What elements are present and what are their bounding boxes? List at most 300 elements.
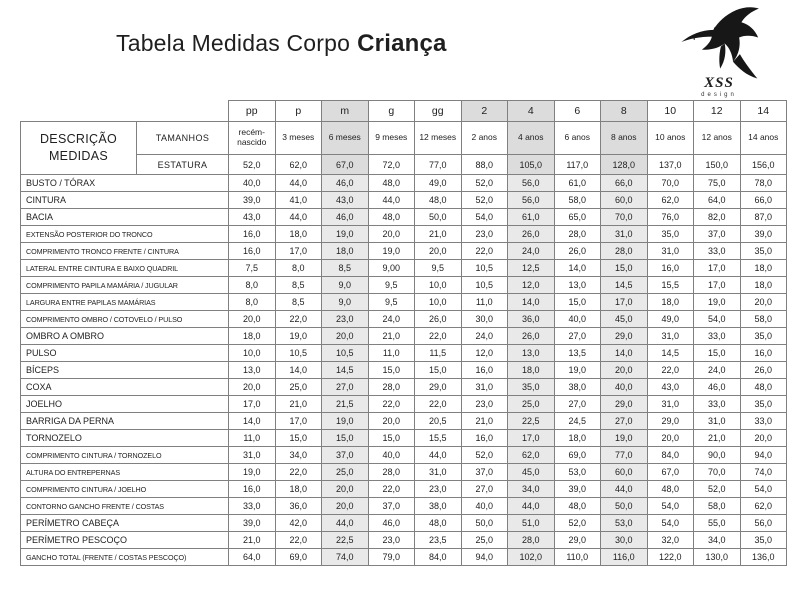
measurement-value-cell: 21,0 <box>694 430 741 447</box>
measurement-value-cell: 11,0 <box>461 294 508 311</box>
measurement-value-cell: 70,0 <box>647 175 694 192</box>
measurement-value-cell: 33,0 <box>740 413 787 430</box>
page-title-regular: Tabela Medidas Corpo <box>116 30 351 56</box>
measurement-value-cell: 12,5 <box>508 260 555 277</box>
measurement-value-cell: 9,0 <box>322 277 369 294</box>
measurement-value-cell: 122,0 <box>647 549 694 566</box>
measurement-value-cell: 13,0 <box>554 277 601 294</box>
measurement-row <box>21 311 787 328</box>
measurement-value-cell: 18,0 <box>275 481 322 498</box>
measurement-value-cell: 16,0 <box>229 243 276 260</box>
size-header-cell: 4 <box>508 101 555 122</box>
age-header-cell: 4 anos <box>508 122 555 155</box>
measurement-value-cell: 28,0 <box>508 532 555 549</box>
measurement-value-cell: 40,0 <box>461 498 508 515</box>
measurement-value-cell: 36,0 <box>275 498 322 515</box>
measurement-value-cell: 16,0 <box>229 481 276 498</box>
measurement-value-cell: 13,0 <box>229 362 276 379</box>
measurement-value-cell: 43,0 <box>647 379 694 396</box>
measurement-value-cell: 33,0 <box>694 328 741 345</box>
measurement-row <box>21 209 787 226</box>
measurement-value-cell: 8,0 <box>229 294 276 311</box>
tamanhos-label: TAMANHOS <box>137 122 229 155</box>
measurement-row <box>21 481 787 498</box>
measurement-value-cell: 38,0 <box>415 498 462 515</box>
age-header-cell: 12 meses <box>415 122 462 155</box>
measurement-row <box>21 447 787 464</box>
measurement-label: COMPRIMENTO TRONCO FRENTE / CINTURA <box>21 243 229 260</box>
measurement-value-cell: 48,0 <box>368 209 415 226</box>
measurement-value-cell: 29,0 <box>415 379 462 396</box>
measurement-value-cell: 15,0 <box>368 362 415 379</box>
measurement-value-cell: 50,0 <box>461 515 508 532</box>
measurement-value-cell: 9,5 <box>368 294 415 311</box>
size-header-cell: 12 <box>694 101 741 122</box>
measurement-value-cell: 16,0 <box>461 362 508 379</box>
measurement-value-cell: 28,0 <box>368 379 415 396</box>
measurement-value-cell: 23,0 <box>461 226 508 243</box>
measurement-value-cell: 16,0 <box>647 260 694 277</box>
measurement-value-cell: 21,0 <box>415 226 462 243</box>
measurement-value-cell: 53,0 <box>601 515 648 532</box>
measurement-value-cell: 64,0 <box>694 192 741 209</box>
measurement-value-cell: 20,0 <box>229 311 276 328</box>
measurement-value-cell: 37,0 <box>322 447 369 464</box>
measurement-value-cell: 94,0 <box>461 549 508 566</box>
measurement-value-cell: 54,0 <box>647 498 694 515</box>
measurement-value-cell: 11,0 <box>229 430 276 447</box>
measurement-value-cell: 28,0 <box>601 243 648 260</box>
age-header-cell: recém-nascido <box>229 122 276 155</box>
measurement-value-cell: 21,0 <box>461 413 508 430</box>
measurement-value-cell: 27,0 <box>554 396 601 413</box>
measurement-value-cell: 52,0 <box>461 447 508 464</box>
measurement-value-cell: 29,0 <box>647 413 694 430</box>
measurement-value-cell: 90,0 <box>694 447 741 464</box>
measurement-value-cell: 24,0 <box>694 362 741 379</box>
measurement-value-cell: 70,0 <box>694 464 741 481</box>
measurement-row <box>21 192 787 209</box>
measurement-value-cell: 46,0 <box>694 379 741 396</box>
measurement-value-cell: 8,5 <box>275 294 322 311</box>
measurement-value-cell: 46,0 <box>322 209 369 226</box>
measurement-value-cell: 8,5 <box>322 260 369 277</box>
measurement-value-cell: 19,0 <box>275 328 322 345</box>
measurement-value-cell: 39,0 <box>229 192 276 209</box>
measurement-value-cell: 15,0 <box>368 430 415 447</box>
measurement-value-cell: 23,0 <box>415 481 462 498</box>
measurement-value-cell: 55,0 <box>694 515 741 532</box>
estatura-value-cell: 128,0 <box>601 155 648 175</box>
measurement-value-cell: 17,0 <box>694 260 741 277</box>
measurement-value-cell: 48,0 <box>415 515 462 532</box>
measurement-value-cell: 19,0 <box>229 464 276 481</box>
measurement-value-cell: 54,0 <box>694 311 741 328</box>
measurement-value-cell: 25,0 <box>461 532 508 549</box>
measurement-label: GANCHO TOTAL (FRENTE / COSTAS PESCOÇO) <box>21 549 229 566</box>
measurement-value-cell: 10,5 <box>322 345 369 362</box>
measurement-value-cell: 17,0 <box>275 243 322 260</box>
measurement-value-cell: 21,5 <box>322 396 369 413</box>
measurement-value-cell: 9,00 <box>368 260 415 277</box>
measurement-value-cell: 56,0 <box>740 515 787 532</box>
measurement-value-cell: 49,0 <box>647 311 694 328</box>
measurement-value-cell: 11,0 <box>368 345 415 362</box>
measurement-value-cell: 34,0 <box>275 447 322 464</box>
measurement-value-cell: 69,0 <box>275 549 322 566</box>
measurement-label: COXA <box>21 379 229 396</box>
measurement-value-cell: 18,0 <box>740 277 787 294</box>
measurement-value-cell: 35,0 <box>740 243 787 260</box>
measurement-value-cell: 10,5 <box>461 260 508 277</box>
measurement-value-cell: 58,0 <box>740 311 787 328</box>
measurement-value-cell: 31,0 <box>461 379 508 396</box>
measurement-row <box>21 396 787 413</box>
measurement-value-cell: 74,0 <box>322 549 369 566</box>
measurement-value-cell: 62,0 <box>740 498 787 515</box>
measurement-value-cell: 22,5 <box>322 532 369 549</box>
measurement-value-cell: 20,0 <box>740 294 787 311</box>
measurement-value-cell: 15,0 <box>601 260 648 277</box>
measurement-value-cell: 18,0 <box>554 430 601 447</box>
measurement-value-cell: 18,0 <box>275 226 322 243</box>
measurement-value-cell: 10,5 <box>275 345 322 362</box>
measurement-row <box>21 515 787 532</box>
measurement-value-cell: 17,0 <box>229 396 276 413</box>
age-header-cell: 14 anos <box>740 122 787 155</box>
brand-tagline: design <box>701 92 737 98</box>
measurement-value-cell: 87,0 <box>740 209 787 226</box>
measurement-value-cell: 22,0 <box>275 532 322 549</box>
measurement-label: JOELHO <box>21 396 229 413</box>
measurement-value-cell: 70,0 <box>601 209 648 226</box>
measurement-value-cell: 37,0 <box>694 226 741 243</box>
measurement-label: LARGURA ENTRE PAPILAS MAMÁRIAS <box>21 294 229 311</box>
measurement-value-cell: 15,0 <box>554 294 601 311</box>
measurement-value-cell: 39,0 <box>554 481 601 498</box>
measurement-value-cell: 39,0 <box>229 515 276 532</box>
measurement-label: BÍCEPS <box>21 362 229 379</box>
measurement-value-cell: 44,0 <box>368 192 415 209</box>
measurement-value-cell: 28,0 <box>368 464 415 481</box>
measurement-label: CINTURA <box>21 192 229 209</box>
measurement-value-cell: 18,0 <box>322 243 369 260</box>
size-header-cell: g <box>368 101 415 122</box>
measurement-value-cell: 31,0 <box>647 328 694 345</box>
measurement-value-cell: 20,5 <box>415 413 462 430</box>
measurement-value-cell: 54,0 <box>461 209 508 226</box>
measurement-value-cell: 13,0 <box>508 345 555 362</box>
size-header-cell: pp <box>229 101 276 122</box>
size-header-cell: p <box>275 101 322 122</box>
measurement-value-cell: 27,0 <box>322 379 369 396</box>
measurement-label: COMPRIMENTO CINTURA / JOELHO <box>21 481 229 498</box>
measurement-value-cell: 44,0 <box>322 515 369 532</box>
measurement-value-cell: 14,5 <box>601 277 648 294</box>
measurement-value-cell: 15,0 <box>275 430 322 447</box>
measurement-value-cell: 44,0 <box>275 209 322 226</box>
measurement-value-cell: 26,0 <box>554 243 601 260</box>
measurement-value-cell: 35,0 <box>647 226 694 243</box>
measurement-value-cell: 48,0 <box>740 379 787 396</box>
measurement-row <box>21 413 787 430</box>
measurement-value-cell: 20,0 <box>601 362 648 379</box>
measurement-value-cell: 9,0 <box>322 294 369 311</box>
brand-name: XSS <box>704 75 734 91</box>
size-header-cell: 10 <box>647 101 694 122</box>
measurement-value-cell: 66,0 <box>601 175 648 192</box>
measurement-row <box>21 549 787 566</box>
measurement-value-cell: 20,0 <box>322 498 369 515</box>
measurement-label: CONTORNO GANCHO FRENTE / COSTAS <box>21 498 229 515</box>
measurement-value-cell: 22,0 <box>415 328 462 345</box>
brand-logo <box>664 4 774 98</box>
estatura-value-cell: 156,0 <box>740 155 787 175</box>
estatura-label: ESTATURA <box>137 155 229 175</box>
measurement-value-cell: 31,0 <box>415 464 462 481</box>
measurement-value-cell: 74,0 <box>740 464 787 481</box>
measurement-value-cell: 136,0 <box>740 549 787 566</box>
measurement-value-cell: 67,0 <box>647 464 694 481</box>
measurement-value-cell: 84,0 <box>415 549 462 566</box>
measurement-value-cell: 44,0 <box>415 447 462 464</box>
measurement-row <box>21 260 787 277</box>
measurement-value-cell: 75,0 <box>694 175 741 192</box>
measurement-label: PERÍMETRO PESCOÇO <box>21 532 229 549</box>
measurement-value-cell: 23,0 <box>461 396 508 413</box>
estatura-value-cell: 52,0 <box>229 155 276 175</box>
measurement-value-cell: 54,0 <box>740 481 787 498</box>
measurement-value-cell: 20,0 <box>647 430 694 447</box>
measurement-value-cell: 45,0 <box>601 311 648 328</box>
measurement-value-cell: 20,0 <box>415 243 462 260</box>
measurement-value-cell: 10,0 <box>415 277 462 294</box>
page-title <box>116 30 447 58</box>
size-header-cell: m <box>322 101 369 122</box>
measurement-value-cell: 40,0 <box>601 379 648 396</box>
measurement-label: COMPRIMENTO OMBRO / COTOVELO / PULSO <box>21 311 229 328</box>
measurement-value-cell: 25,0 <box>322 464 369 481</box>
measurement-value-cell: 18,0 <box>740 260 787 277</box>
measurement-row <box>21 498 787 515</box>
measurement-value-cell: 20,0 <box>368 413 415 430</box>
age-header-cell: 9 meses <box>368 122 415 155</box>
measurement-value-cell: 64,0 <box>229 549 276 566</box>
measurement-value-cell: 102,0 <box>508 549 555 566</box>
measurement-value-cell: 11,5 <box>415 345 462 362</box>
measurement-value-cell: 23,0 <box>322 311 369 328</box>
measurement-value-cell: 36,0 <box>508 311 555 328</box>
measurement-value-cell: 22,0 <box>368 396 415 413</box>
measurement-value-cell: 15,0 <box>694 345 741 362</box>
measurement-row <box>21 226 787 243</box>
measurement-value-cell: 19,0 <box>368 243 415 260</box>
measurement-value-cell: 45,0 <box>508 464 555 481</box>
age-header-cell: 8 anos <box>601 122 648 155</box>
estatura-value-cell: 117,0 <box>554 155 601 175</box>
size-header-cell: gg <box>415 101 462 122</box>
measurement-value-cell: 22,0 <box>647 362 694 379</box>
measurement-value-cell: 17,0 <box>508 430 555 447</box>
estatura-value-cell: 88,0 <box>461 155 508 175</box>
measurement-value-cell: 20,0 <box>740 430 787 447</box>
measurement-value-cell: 22,0 <box>415 396 462 413</box>
measurement-value-cell: 38,0 <box>554 379 601 396</box>
estatura-value-cell: 72,0 <box>368 155 415 175</box>
measurement-value-cell: 10,5 <box>461 277 508 294</box>
measurement-value-cell: 19,0 <box>322 226 369 243</box>
measurement-value-cell: 40,0 <box>554 311 601 328</box>
measurement-value-cell: 52,0 <box>554 515 601 532</box>
measurement-value-cell: 41,0 <box>275 192 322 209</box>
measurement-row <box>21 328 787 345</box>
measurement-value-cell: 43,0 <box>322 192 369 209</box>
measurement-value-cell: 53,0 <box>554 464 601 481</box>
measurement-value-cell: 21,0 <box>229 532 276 549</box>
measurement-value-cell: 46,0 <box>368 515 415 532</box>
measurement-row <box>21 430 787 447</box>
measurement-value-cell: 48,0 <box>368 175 415 192</box>
measurement-value-cell: 33,0 <box>694 396 741 413</box>
measurement-value-cell: 50,0 <box>601 498 648 515</box>
measurement-value-cell: 37,0 <box>461 464 508 481</box>
age-header-cell: 10 anos <box>647 122 694 155</box>
measurement-value-cell: 130,0 <box>694 549 741 566</box>
ages-header-row <box>21 122 787 155</box>
measurement-value-cell: 20,0 <box>322 328 369 345</box>
measurement-value-cell: 28,0 <box>554 226 601 243</box>
age-header-cell: 2 anos <box>461 122 508 155</box>
measurement-value-cell: 16,0 <box>740 345 787 362</box>
measurement-value-cell: 22,0 <box>461 243 508 260</box>
measurement-value-cell: 24,0 <box>461 328 508 345</box>
measurement-value-cell: 31,0 <box>647 396 694 413</box>
measurement-value-cell: 44,0 <box>601 481 648 498</box>
measurement-value-cell: 48,0 <box>415 192 462 209</box>
measurement-value-cell: 20,0 <box>368 226 415 243</box>
measurement-label: EXTENSÃO POSTERIOR DO TRONCO <box>21 226 229 243</box>
measurement-value-cell: 31,0 <box>647 243 694 260</box>
age-header-cell: 12 anos <box>694 122 741 155</box>
measurement-value-cell: 15,0 <box>322 430 369 447</box>
measurement-value-cell: 16,0 <box>461 430 508 447</box>
measurement-value-cell: 35,0 <box>740 328 787 345</box>
measurement-row <box>21 277 787 294</box>
measurement-value-cell: 79,0 <box>368 549 415 566</box>
measurement-value-cell: 7,5 <box>229 260 276 277</box>
measurement-value-cell: 14,5 <box>322 362 369 379</box>
sizes-header-row <box>21 101 787 122</box>
measurement-row <box>21 379 787 396</box>
measurement-value-cell: 25,0 <box>508 396 555 413</box>
estatura-value-cell: 150,0 <box>694 155 741 175</box>
measurement-value-cell: 22,0 <box>275 311 322 328</box>
estatura-value-cell: 62,0 <box>275 155 322 175</box>
measurement-value-cell: 15,5 <box>415 430 462 447</box>
measurement-value-cell: 15,0 <box>415 362 462 379</box>
measurement-value-cell: 20,0 <box>322 481 369 498</box>
descricao-medidas-cell: DESCRIÇÃO MEDIDAS <box>21 122 137 175</box>
measurement-value-cell: 24,5 <box>554 413 601 430</box>
measurement-row <box>21 532 787 549</box>
measurement-value-cell: 18,0 <box>647 294 694 311</box>
measurement-label: LATERAL ENTRE CINTURA E BAIXO QUADRIL <box>21 260 229 277</box>
measurement-value-cell: 14,0 <box>508 294 555 311</box>
measurement-value-cell: 40,0 <box>368 447 415 464</box>
measurement-value-cell: 34,0 <box>508 481 555 498</box>
measurement-value-cell: 19,0 <box>322 413 369 430</box>
measurement-value-cell: 14,0 <box>229 413 276 430</box>
measurement-value-cell: 10,0 <box>415 294 462 311</box>
measurement-value-cell: 54,0 <box>647 515 694 532</box>
measurement-value-cell: 9,5 <box>415 260 462 277</box>
measurement-value-cell: 35,0 <box>508 379 555 396</box>
size-header-cell: 14 <box>740 101 787 122</box>
measurement-value-cell: 24,0 <box>508 243 555 260</box>
measurement-value-cell: 16,0 <box>229 226 276 243</box>
measurement-row <box>21 345 787 362</box>
measurement-value-cell: 40,0 <box>229 175 276 192</box>
measurement-value-cell: 18,0 <box>229 328 276 345</box>
measurement-row <box>21 243 787 260</box>
measurement-row <box>21 362 787 379</box>
measurement-value-cell: 66,0 <box>740 192 787 209</box>
age-header-cell: 6 meses <box>322 122 369 155</box>
swallow-bird-icon <box>671 4 767 80</box>
estatura-value-cell: 137,0 <box>647 155 694 175</box>
measurement-value-cell: 31,0 <box>229 447 276 464</box>
measurement-value-cell: 21,0 <box>368 328 415 345</box>
measurement-value-cell: 48,0 <box>554 498 601 515</box>
measurement-value-cell: 26,0 <box>508 226 555 243</box>
measurement-value-cell: 23,5 <box>415 532 462 549</box>
measurement-label: BUSTO / TÓRAX <box>21 175 229 192</box>
measurement-value-cell: 52,0 <box>461 175 508 192</box>
size-header-cell: 2 <box>461 101 508 122</box>
table-top-left-spacer <box>21 101 229 122</box>
size-header-cell: 8 <box>601 101 648 122</box>
measurement-value-cell: 17,0 <box>275 413 322 430</box>
measurement-value-cell: 50,0 <box>415 209 462 226</box>
measurement-value-cell: 30,0 <box>461 311 508 328</box>
age-header-cell: 3 meses <box>275 122 322 155</box>
measurement-value-cell: 42,0 <box>275 515 322 532</box>
estatura-value-cell: 67,0 <box>322 155 369 175</box>
measurement-value-cell: 60,0 <box>601 192 648 209</box>
measurement-value-cell: 24,0 <box>368 311 415 328</box>
measurement-value-cell: 56,0 <box>508 192 555 209</box>
measurement-value-cell: 21,0 <box>275 396 322 413</box>
measurement-value-cell: 116,0 <box>601 549 648 566</box>
measurement-value-cell: 31,0 <box>694 413 741 430</box>
measurement-value-cell: 26,0 <box>740 362 787 379</box>
measurement-value-cell: 60,0 <box>601 464 648 481</box>
measurement-value-cell: 46,0 <box>322 175 369 192</box>
age-header-cell: 6 anos <box>554 122 601 155</box>
measurement-label: COMPRIMENTO PAPILA MAMÁRIA / JUGULAR <box>21 277 229 294</box>
measurement-label: COMPRIMENTO CINTURA / TORNOZELO <box>21 447 229 464</box>
measurement-value-cell: 69,0 <box>554 447 601 464</box>
measurement-value-cell: 29,0 <box>554 532 601 549</box>
measurement-value-cell: 29,0 <box>601 328 648 345</box>
measurement-value-cell: 19,0 <box>554 362 601 379</box>
measurement-value-cell: 37,0 <box>368 498 415 515</box>
measurement-value-cell: 19,0 <box>694 294 741 311</box>
measurement-row <box>21 294 787 311</box>
measurement-value-cell: 31,0 <box>601 226 648 243</box>
measurement-value-cell: 9,5 <box>368 277 415 294</box>
measurement-value-cell: 32,0 <box>647 532 694 549</box>
